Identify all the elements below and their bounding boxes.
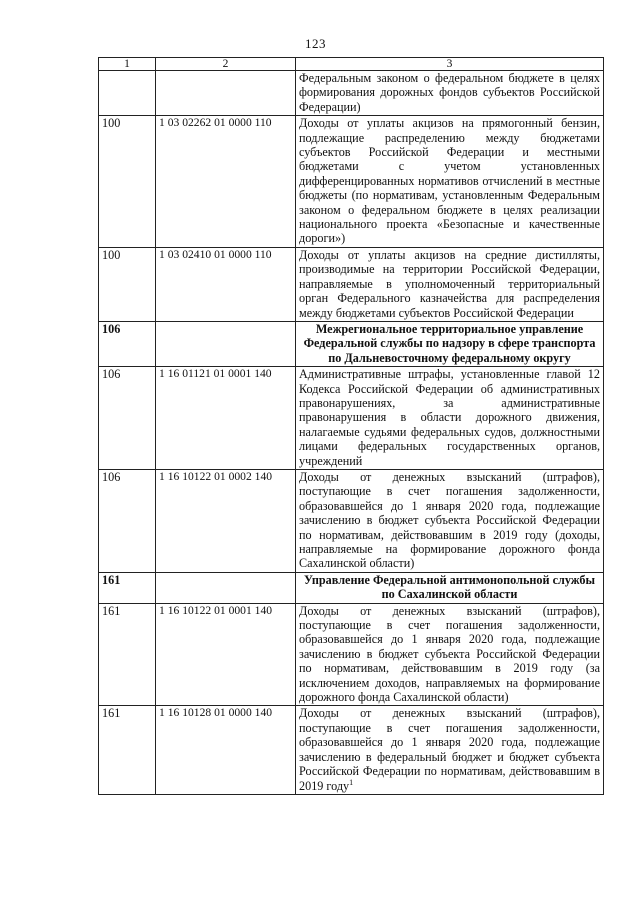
description-text: Доходы от денежных взысканий (штрафов), поступающие в счет погашения задолженности, образовавшейся до 1 января 2020 года, подлежащие зачислению в бюджет субъекта Российской Федерации по нормативам, действовавшим в 2019 году (доходы, направляемые на формирование дорожного фонда Сахалинской области) xyxy=(299,469,600,571)
table-row xyxy=(99,71,604,116)
table-row xyxy=(99,367,604,470)
budget-classification-code-cell xyxy=(156,321,296,366)
administrator-code-cell: 161 xyxy=(99,572,156,603)
column-header-1: 1 xyxy=(99,58,156,71)
budget-classification-code-cell xyxy=(156,572,296,603)
budget-classification-code-cell xyxy=(156,71,296,116)
table-group-row xyxy=(99,321,604,366)
column-header-3: 3 xyxy=(296,58,604,71)
budget-classification-code-cell: 1 16 10122 01 0002 140 xyxy=(156,469,296,572)
footnote-marker: 1 xyxy=(349,777,354,787)
revenue-description-cell xyxy=(296,247,604,321)
description-text: Межрегиональное территориальное управление Федеральной службы по надзору в сфере транспорта по Дальневосточному федеральному округу xyxy=(303,321,596,365)
description-text: Управление Федеральной антимонопольной службы по Сахалинской области xyxy=(303,572,596,602)
administrator-code-cell: 100 xyxy=(99,247,156,321)
revenue-description-cell xyxy=(296,116,604,248)
revenue-description-cell xyxy=(296,706,604,794)
column-number-row xyxy=(99,58,604,71)
budget-classification-code-cell: 1 16 10122 01 0001 140 xyxy=(156,603,296,706)
administrator-code-cell: 106 xyxy=(99,321,156,366)
description-text: Доходы от уплаты акцизов на прямогонный бензин, подлежащие распределению между бюджетами субъектов Российской Федерации и местными бюджетами с учетом установленных дифференцированных нормативов отчислений в местные бюджеты (по нормативам, установленным Федеральным законом о федеральном бюджете в целях реализации национального проекта «Безопасные и качественные дороги») xyxy=(299,116,600,246)
administrator-code-cell: 161 xyxy=(99,706,156,794)
budget-classification-code-cell: 1 03 02262 01 0000 110 xyxy=(156,116,296,248)
table-group-row xyxy=(99,572,604,603)
revenue-description-cell xyxy=(296,603,604,706)
table-body xyxy=(99,71,604,795)
table-row xyxy=(99,469,604,572)
administrator-code-cell: 106 xyxy=(99,469,156,572)
table-header xyxy=(99,58,604,71)
administrator-code-cell: 106 xyxy=(99,367,156,470)
revenue-description-cell xyxy=(296,71,604,116)
revenue-description-cell xyxy=(296,469,604,572)
administrator-name-cell xyxy=(296,321,604,366)
description-text: Административные штрафы, установленные главой 12 Кодекса Российской Федерации об административных правонарушениях, за административные правонарушения в области дорожного движения, налагаемые судьями федеральных судов, должностными лицами федеральных государственных органов, учреждений xyxy=(299,367,600,468)
table-row xyxy=(99,706,604,794)
administrator-code-cell xyxy=(99,71,156,116)
revenue-classification-table xyxy=(98,57,604,795)
table-row xyxy=(99,603,604,706)
description-text: Доходы от денежных взысканий (штрафов), поступающие в счет погашения задолженности, образовавшейся до 1 января 2020 года, подлежащие зачислению в бюджет субъекта Российской Федерации по нормативам, действовавшим в 2019 году (за исключением доходов, направляемых на формирование дорожного фонда Сахалинской области) xyxy=(299,603,600,705)
table-row xyxy=(99,247,604,321)
page-number: 123 xyxy=(305,36,326,51)
administrator-name-cell xyxy=(296,572,604,603)
table-row xyxy=(99,116,604,248)
budget-classification-code-cell: 1 16 10128 01 0000 140 xyxy=(156,706,296,794)
description-text: Доходы от уплаты акцизов на средние дистилляты, производимые на территории Российской Федерации, направляемые в уполномоченный территориальный орган Федерального казначейства для распределения между бюджетами субъектов Российской Федерации xyxy=(299,247,600,320)
budget-classification-code-cell: 1 03 02410 01 0000 110 xyxy=(156,247,296,321)
description-text: Доходы от денежных взысканий (штрафов), поступающие в счет погашения задолженности, образовавшейся до 1 января 2020 года, подлежащие зачислению в федеральный бюджет и бюджет субъекта Российской Федерации по нормативам, действовавшим в 2019 году xyxy=(299,706,600,793)
description-text: Федеральным законом о федеральном бюджете в целях формирования дорожных фондов субъектов Российской Федерации) xyxy=(299,71,600,114)
administrator-code-cell: 100 xyxy=(99,116,156,248)
column-header-2: 2 xyxy=(156,58,296,71)
budget-classification-code-cell: 1 16 01121 01 0001 140 xyxy=(156,367,296,470)
administrator-code-cell: 161 xyxy=(99,603,156,706)
revenue-description-cell xyxy=(296,367,604,470)
